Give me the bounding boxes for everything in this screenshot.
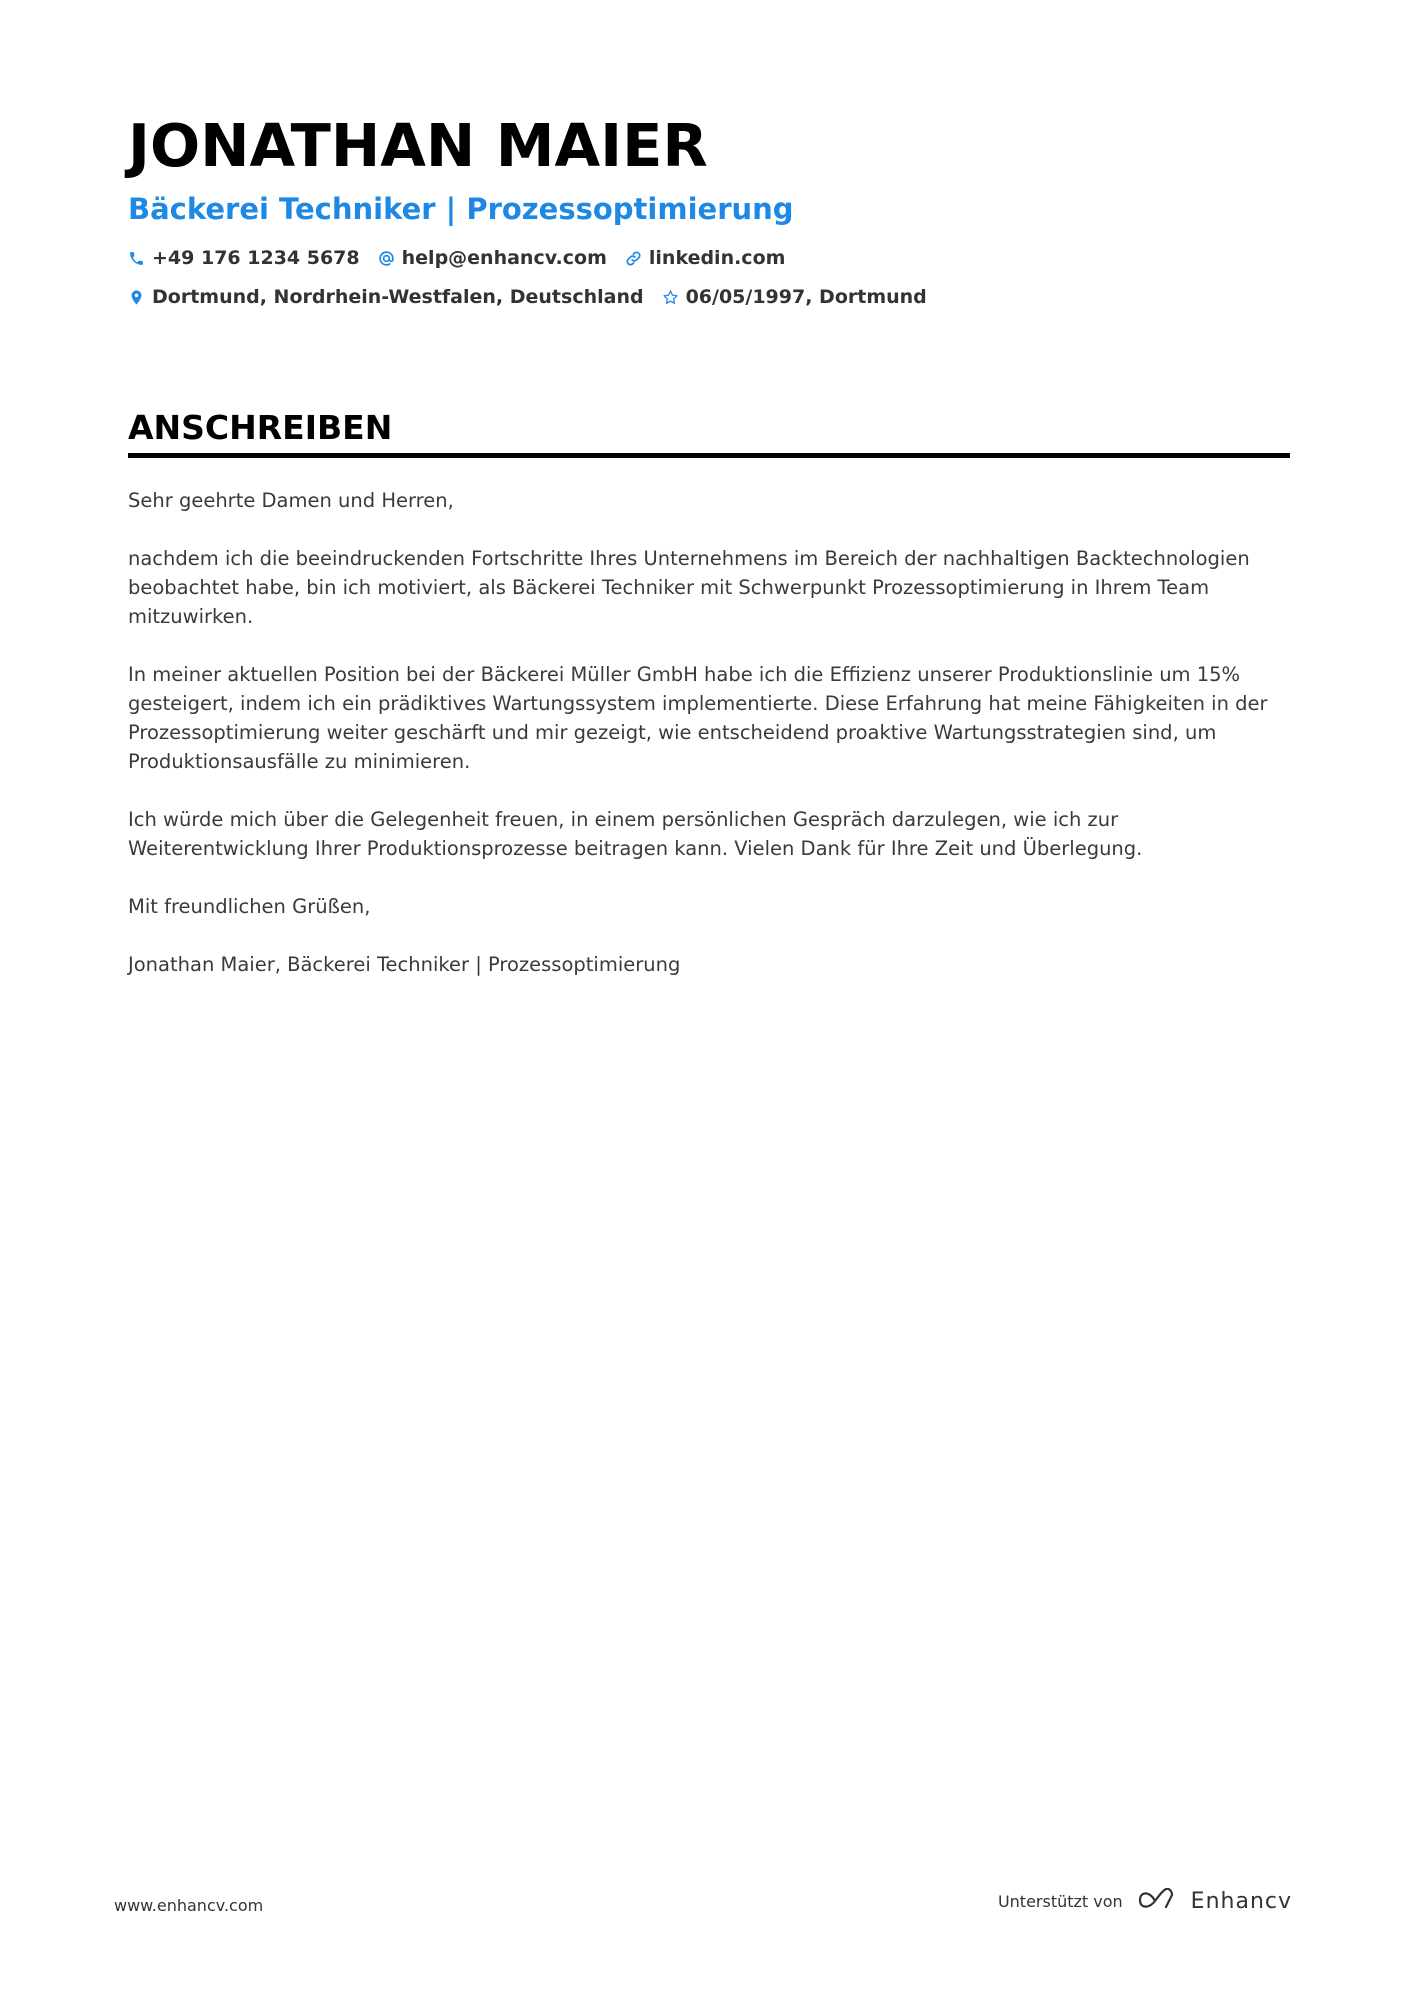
section-divider <box>128 453 1290 458</box>
contact-phone-text: +49 176 1234 5678 <box>152 247 360 269</box>
letter-closing: Mit freundlichen Grüßen, <box>128 895 371 918</box>
contact-linkedin[interactable] <box>625 242 786 275</box>
letter-paragraph: Ich würde mich über die Gelegenheit freuen, in einem persönlichen Gespräch darzulegen, wie ich zur Weiterentwicklung Ihrer Produktionsprozesse beitragen kann. Vielen Dank für Ihre Zeit und Überlegung. <box>128 808 1143 860</box>
contact-email[interactable] <box>378 242 607 275</box>
contact-location-text: Dortmund, Nordrhein-Westfalen, Deutschland <box>152 286 644 308</box>
star-icon <box>662 289 679 306</box>
contact-phone[interactable] <box>128 242 360 275</box>
page-footer <box>114 1888 1292 1928</box>
contact-birth-text: 06/05/1997, Dortmund <box>685 286 927 308</box>
contact-list <box>128 242 1308 314</box>
footer-brand[interactable] <box>998 1888 1292 1914</box>
link-icon <box>625 250 642 267</box>
candidate-headline: Bäckerei Techniker | Prozessoptimierung <box>128 192 794 226</box>
letter-salutation: Sehr geehrte Damen und Herren, <box>128 489 454 512</box>
powered-by-label: Unterstützt von <box>997 1891 1123 1911</box>
contact-location <box>128 281 644 314</box>
enhancv-logo-icon <box>1135 1888 1179 1914</box>
cover-letter-section <box>128 407 1290 1008</box>
contact-email-text: help@enhancv.com <box>401 247 607 269</box>
at-icon <box>378 250 395 267</box>
contact-birth <box>662 281 927 314</box>
location-pin-icon <box>128 289 145 306</box>
candidate-name: JONATHAN MAIER <box>128 111 708 180</box>
resume-header <box>128 112 1290 314</box>
section-title: ANSCHREIBEN <box>128 408 393 447</box>
letter-paragraph: nachdem ich die beeindruckenden Fortschritte Ihres Unternehmens im Bereich der nachhaltigen Backtechnologien beobachtet habe, bin ich motiviert, als Bäckerei Techniker mit Schwerpunkt Prozessoptimierung in Ihrem Team mitzuwirken. <box>128 547 1250 628</box>
letter-signature: Jonathan Maier, Bäckerei Techniker | Prozessoptimierung <box>128 953 681 976</box>
contact-linkedin-text: linkedin.com <box>648 247 786 269</box>
letter-paragraph: In meiner aktuellen Position bei der Bäckerei Müller GmbH habe ich die Effizienz unserer Produktionslinie um 15% gesteigert, indem ich ein prädiktives Wartungssystem implementierte. Diese Erfahrung hat meine Fähigkeiten in der Prozessoptimierung weiter geschärft und mir gezeigt, wie entscheidend proaktive Wartungsstrategien sind, um Produktionsausfälle zu minimieren. <box>128 663 1268 773</box>
phone-icon <box>128 250 145 267</box>
letter-body <box>128 486 1290 979</box>
footer-url-link[interactable]: www.enhancv.com <box>114 1896 264 1915</box>
enhancv-brand-name: Enhancv <box>1190 1888 1292 1914</box>
